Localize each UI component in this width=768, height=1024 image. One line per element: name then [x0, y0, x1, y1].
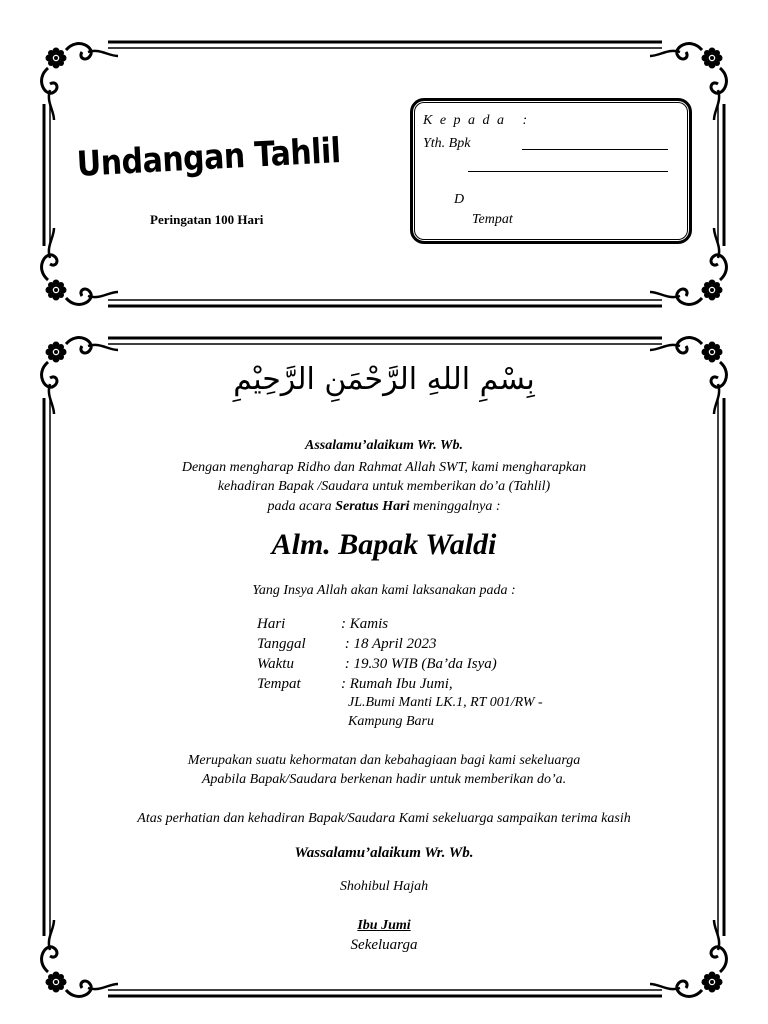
deceased-name: Alm. Bapak Waldi: [271, 528, 497, 561]
address-kepada: K e p a d a :: [423, 113, 530, 128]
schedule-intro: Yang Insya Allah akan kami laksanakan pada :: [252, 583, 516, 598]
basmalah-calligraphy: بِسْمِ اللهِ الرَّحْمَنِ الرَّحِيْمِ: [233, 362, 535, 397]
address-tempat: Tempat: [472, 212, 513, 227]
detail-tempat: Tempat : Rumah Ibu Jumi,: [257, 676, 453, 692]
envelope-subtitle: Peringatan 100 Hari: [150, 212, 264, 227]
address-line-2: [468, 171, 668, 172]
envelope-title: Undangan Tahlil: [75, 130, 342, 185]
host-name: Ibu Jumi: [357, 918, 411, 933]
address-d: D: [454, 192, 465, 207]
host-family: Sekeluarga: [350, 937, 418, 953]
intro-line-1: Dengan mengharap Ridho dan Rahmat Allah SWT, kami mengharapkan: [181, 460, 587, 475]
closing-line-1: Merupakan suatu kehormatan dan kebahagiaan bagi kami sekeluarga: [187, 753, 581, 768]
detail-tanggal: Tanggal : 18 April 2023: [257, 636, 437, 652]
closing-line-2: Apabila Bapak/Saudara berkenan hadir untuk memberikan do’a.: [201, 772, 567, 787]
greeting: Assalamu’alaikum Wr. Wb.: [305, 438, 463, 453]
detail-waktu: Waktu : 19.30 WIB (Ba’da Isya): [257, 656, 497, 672]
address-yth: Yth. Bpk: [423, 136, 471, 151]
address-name-line: [522, 149, 668, 150]
detail-address-line-3: Kampung Baru: [348, 714, 434, 729]
farewell: Wassalamu’alaikum Wr. Wb.: [294, 845, 474, 861]
detail-address-line-2: JL.Bumi Manti LK.1, RT 001/RW -: [348, 695, 543, 710]
detail-hari: Hari : Kamis: [257, 616, 389, 632]
host-label: Shohibul Hajah: [339, 879, 429, 894]
intro-line-3: pada acara Seratus Hari meninggalnya :: [267, 499, 501, 514]
intro-line-2: kehadiran Bapak /Saudara untuk memberikan do’a (Tahlil): [217, 479, 551, 494]
thanks-line: Atas perhatian dan kehadiran Bapak/Saudara Kami sekeluarga sampaikan terima kasih: [137, 811, 631, 826]
